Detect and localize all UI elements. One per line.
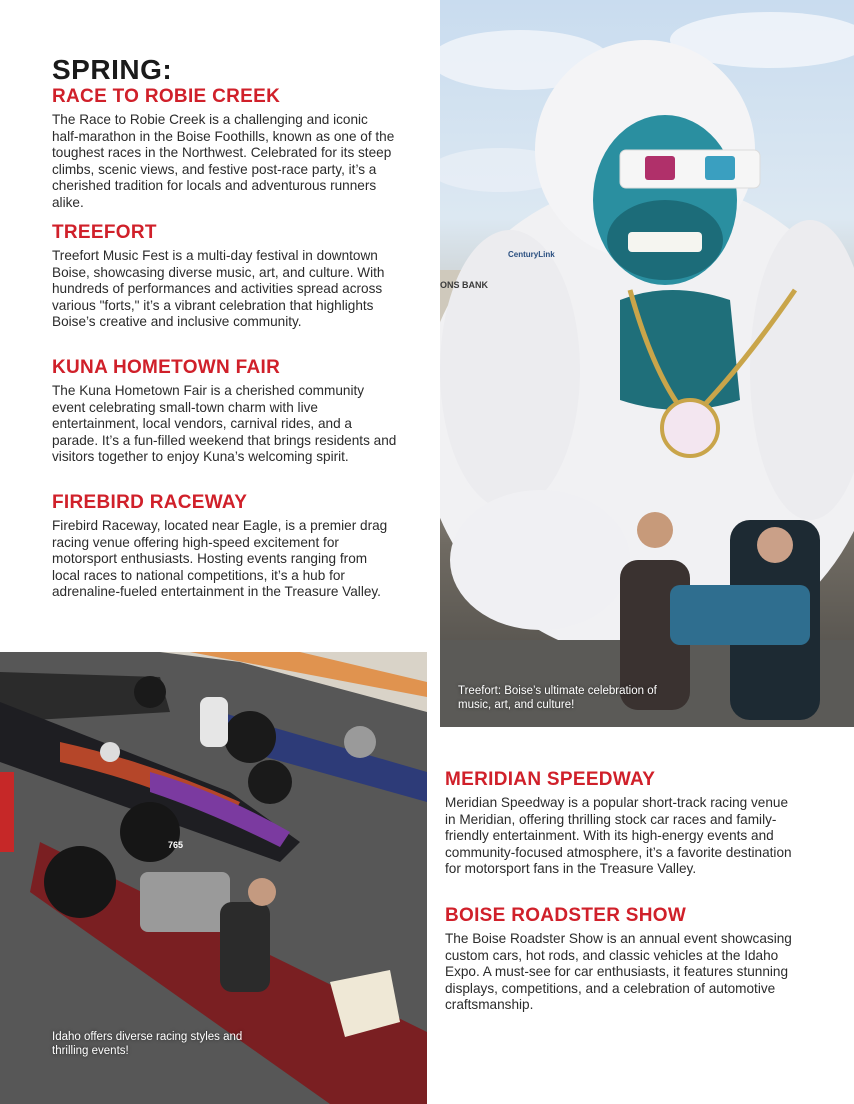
section-body: The Race to Robie Creek is a challenging and iconic half-marathon in the Boise Foothills, known as one of the toughest races in the Northwest. Celebrated for its steep climbs, scenic views, and festive post-race party, it’s a cherished tradition for locals and adventurous runners alike. — [52, 112, 395, 210]
section-body: Meridian Speedway is a popular short-track racing venue in Meridian, offering thrilling stock car races and family-friendly entertainment. With its high-energy events and community-focused atmosphere, it’s a favorite destination for motorsport fans in the Treasure Valley. — [445, 795, 792, 877]
section-kuna-hometown-fair — [52, 357, 397, 466]
treefort-gorilla-photo — [440, 0, 854, 727]
section-body: Firebird Raceway, located near Eagle, is a premier drag racing venue offering high-speed excitement for motorsport enthusiasts. Hosting events ranging from local races to national competitions, it’s a hub for adrenaline-fueled entertainment in the Treasure Valley. — [52, 518, 388, 600]
section-heading: BOISE ROADSTER SHOW — [445, 905, 687, 926]
section-treefort — [52, 222, 397, 331]
section-meridian-speedway — [445, 769, 795, 878]
photo-caption-racing: Idaho offers diverse racing styles and thrilling events! — [52, 1031, 243, 1057]
section-heading: FIREBIRD RACEWAY — [52, 492, 248, 513]
page-title: SPRING: — [52, 54, 173, 85]
section-body: The Boise Roadster Show is an annual event showcasing custom cars, hot rods, and classic vehicles at the Idaho Expo. A must-see for car enthusiasts, it features stunning displays, competitions, and a celebration of automotive craftsmanship. — [445, 931, 792, 1013]
building-sign: CenturyLink — [508, 250, 555, 259]
section-heading: KUNA HOMETOWN FAIR — [52, 357, 281, 378]
section-heading: TREEFORT — [52, 222, 157, 243]
photo-caption-treefort: Treefort: Boise’s ultimate celebration of music, art, and culture! — [458, 685, 657, 711]
section-firebird-raceway — [52, 492, 397, 601]
section-race-to-robie-creek — [52, 86, 397, 212]
section-boise-roadster-show — [445, 905, 795, 1014]
car-number: 765 — [168, 840, 184, 850]
drag-racing-photo — [0, 652, 427, 1104]
section-heading: MERIDIAN SPEEDWAY — [445, 769, 656, 790]
section-heading: RACE TO ROBIE CREEK — [52, 86, 281, 107]
building-sign: ONS BANK — [440, 280, 489, 290]
section-body: The Kuna Hometown Fair is a cherished community event celebrating small-town charm with live entertainment, local vendors, carnival rides, and a parade. It’s a fun-filled weekend that brings residents and visitors together to enjoy Kuna’s welcoming spirit. — [52, 383, 397, 465]
gorilla-illustration — [440, 0, 854, 727]
section-body: Treefort Music Fest is a multi-day festival in downtown Boise, showcasing diverse music, art, and culture. With hundreds of performances and activities spread across various "forts," it’s a vibrant celebration that highlights Boise’s creative and inclusive community. — [52, 248, 385, 330]
